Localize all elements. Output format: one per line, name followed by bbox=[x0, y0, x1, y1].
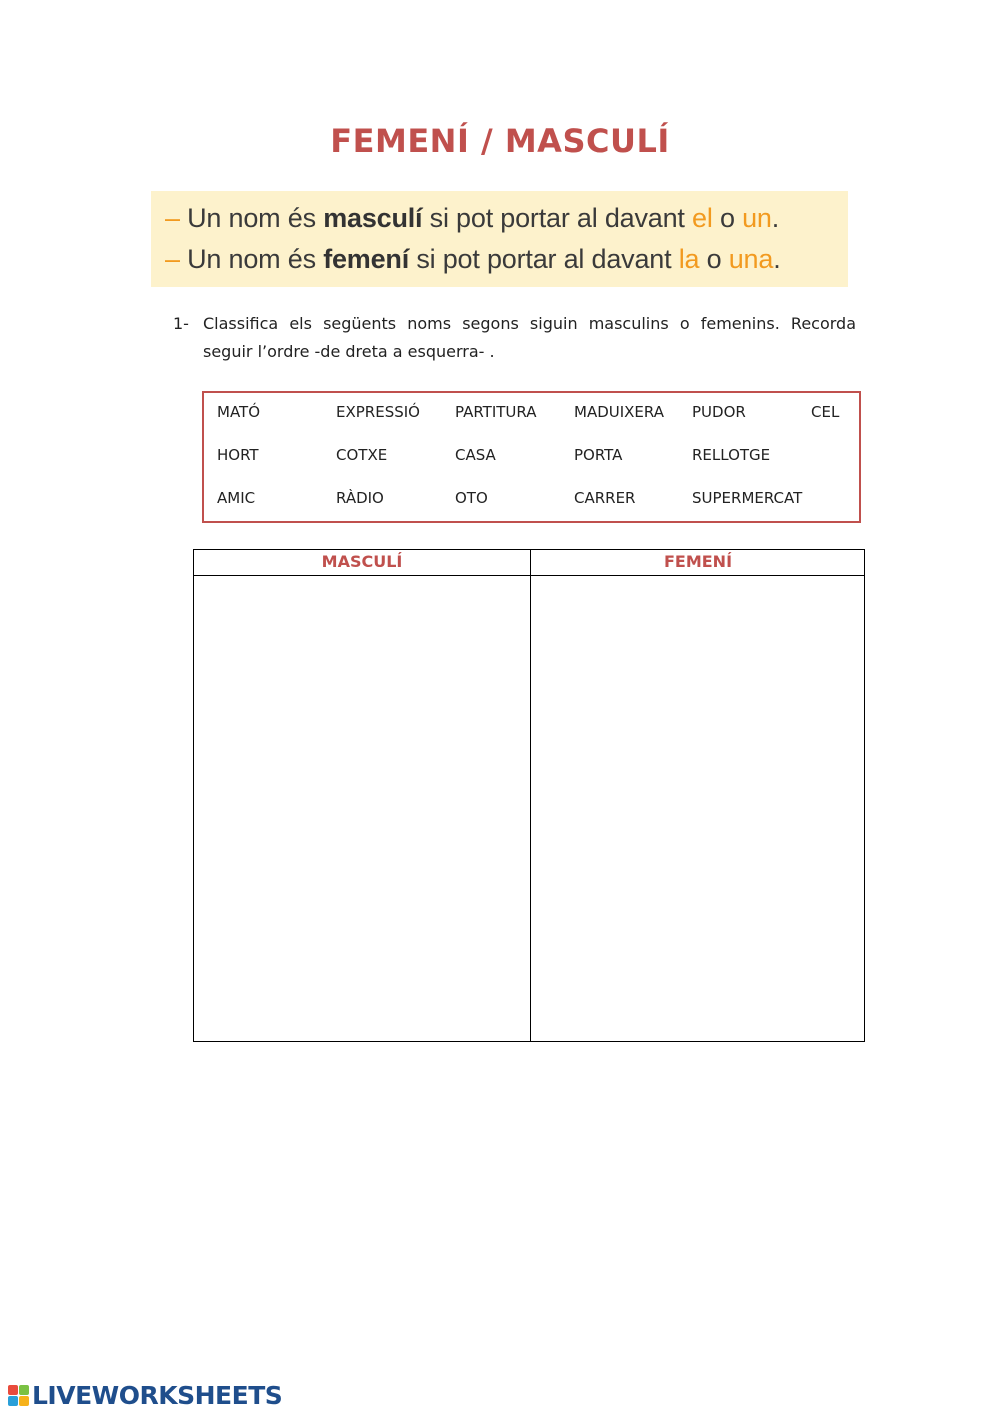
word-amic[interactable]: AMIC bbox=[217, 489, 256, 507]
word-casa[interactable]: CASA bbox=[455, 446, 496, 464]
word-supermercat[interactable]: SUPERMERCAT bbox=[692, 489, 803, 507]
page-title: FEMENÍ / MASCULÍ bbox=[330, 122, 670, 160]
brand-name: LIVEWORKSHEETS bbox=[32, 1380, 283, 1410]
word-maduixera[interactable]: MADUIXERA bbox=[574, 403, 664, 421]
masculine-drop-area[interactable] bbox=[194, 576, 530, 1041]
word-partitura[interactable]: PARTITURA bbox=[455, 403, 537, 421]
word-radio[interactable]: RÀDIO bbox=[336, 489, 384, 507]
article-una: una bbox=[728, 244, 774, 274]
article-un: un bbox=[742, 203, 772, 233]
instruction bbox=[173, 310, 856, 366]
word-cotxe[interactable]: COTXE bbox=[336, 446, 388, 464]
word-pudor[interactable]: PUDOR bbox=[692, 403, 746, 421]
classification-table bbox=[193, 549, 865, 1042]
keyword-feminine: femení bbox=[323, 244, 410, 274]
rule-feminine: – Un nom és femení si pot portar al davant la o una. bbox=[165, 244, 781, 274]
keyword-masculine: masculí bbox=[323, 203, 423, 233]
word-rellotge[interactable]: RELLOTGE bbox=[692, 446, 771, 464]
word-carrer[interactable]: CARRER bbox=[574, 489, 636, 507]
word-cel[interactable]: CEL bbox=[811, 403, 840, 421]
rule-masculine: – Un nom és masculí si pot portar al davant el o un. bbox=[165, 203, 780, 233]
instruction-text: Classifica els següents noms segons siguin masculins o femenins. Recorda seguir l’ordre -de dreta a esquerra- . bbox=[203, 314, 856, 361]
word-expressio[interactable]: EXPRESSIÓ bbox=[336, 403, 420, 421]
article-la: la bbox=[678, 244, 700, 274]
rule-box bbox=[151, 191, 848, 287]
article-el: el bbox=[692, 203, 713, 233]
word-bank bbox=[202, 391, 861, 523]
header-feminine: FEMENÍ bbox=[663, 552, 733, 571]
word-porta[interactable]: PORTA bbox=[574, 446, 623, 464]
brand-logo bbox=[8, 1380, 282, 1410]
word-oto[interactable]: OTO bbox=[455, 489, 488, 507]
dash-bullet: – bbox=[165, 203, 180, 233]
instruction-number: 1- bbox=[173, 314, 189, 333]
word-hort[interactable]: HORT bbox=[217, 446, 259, 464]
word-mato[interactable]: MATÓ bbox=[217, 403, 261, 421]
blocks-icon bbox=[8, 1385, 29, 1406]
dash-bullet: – bbox=[165, 244, 180, 274]
feminine-drop-area[interactable] bbox=[531, 576, 865, 1041]
header-masculine: MASCULÍ bbox=[321, 552, 403, 571]
